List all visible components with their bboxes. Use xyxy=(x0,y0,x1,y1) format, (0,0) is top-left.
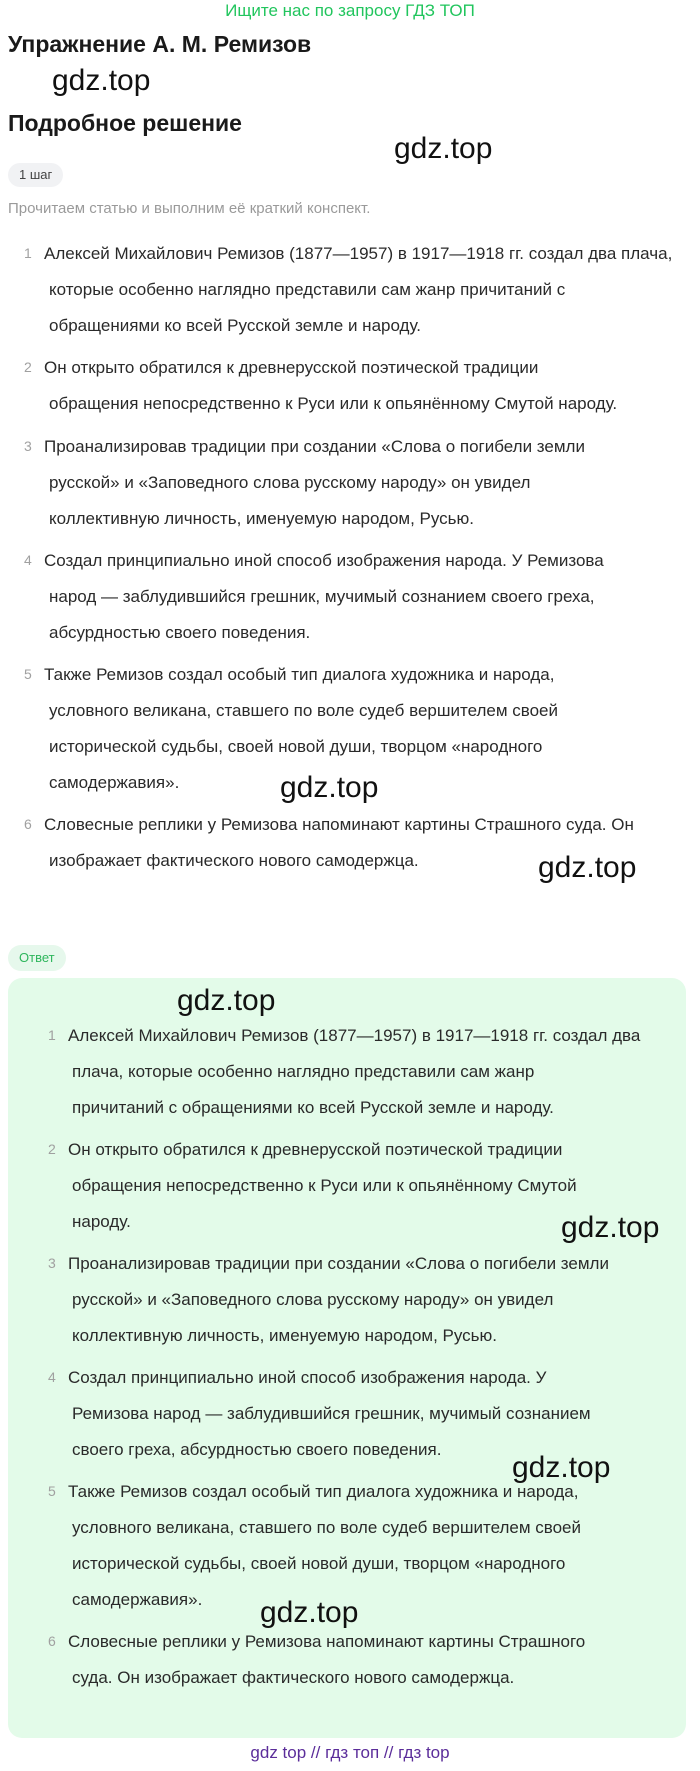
watermark: gdz.top xyxy=(538,851,637,884)
item-number: 3 xyxy=(48,1255,56,1271)
item-text-line: причитаний с обращениями ко всей Русской земле и народу. xyxy=(72,1098,554,1117)
section-title: Подробное решение xyxy=(8,110,242,136)
answer-badge: Ответ xyxy=(8,945,66,971)
item-text-line: исторической судьбы, своей новой души, творцом «народного xyxy=(49,737,543,756)
item-text-line: абсурдностью своего поведения. xyxy=(49,623,311,642)
item-text-line: Он открыто обратился к древнерусской поэтической традиции xyxy=(68,1140,563,1159)
item-text-line: самодержавия». xyxy=(49,773,180,792)
item-text-line: Проанализировав традиции при создании «Слова о погибели земли xyxy=(44,437,585,456)
item-text-line: народу. xyxy=(72,1212,131,1231)
item-text-line: Проанализировав традиции при создании «Слова о погибели земли xyxy=(68,1254,609,1273)
item-text-line: обращения непосредственно к Руси или к опьянённому Смутой xyxy=(72,1176,577,1195)
item-text-line: коллективную личность, именуемую народом, Русью. xyxy=(72,1326,498,1345)
item-text-line: Ремизова народ — заблудившийся грешник, мучимый сознанием xyxy=(72,1404,591,1423)
item-text-line: Алексей Михайлович Ремизов (1877—1957) в 1917—1918 гг. создал два плача, xyxy=(44,244,673,263)
item-text-line: Также Ремизов создал особый тип диалога художника и народа, xyxy=(68,1482,579,1501)
search-banner: Ищите нас по запросу ГДЗ ТОП xyxy=(225,1,475,20)
item-text-line: своего греха, абсурдностью своего поведения. xyxy=(72,1440,442,1459)
item-text-line: условного великана, ставшего по воле судеб вершителем своей xyxy=(49,701,559,720)
watermark: gdz.top xyxy=(512,1451,611,1484)
watermark: gdz.top xyxy=(280,771,379,804)
item-text-line: русской» и «Заповедного слова русскому народу» он увидел xyxy=(49,473,531,492)
item-text-line: Он открыто обратился к древнерусской поэтической традиции xyxy=(44,358,539,377)
item-text-line: Словесные реплики у Ремизова напоминают картины Страшного xyxy=(68,1632,586,1651)
item-text-line: самодержавия». xyxy=(72,1590,203,1609)
watermark: gdz.top xyxy=(52,64,151,97)
item-number: 1 xyxy=(48,1027,56,1043)
item-text-line: Создал принципиально иной способ изображения народа. У xyxy=(68,1368,547,1387)
item-number: 6 xyxy=(24,816,32,832)
item-number: 5 xyxy=(24,666,32,682)
item-number: 4 xyxy=(24,552,32,568)
item-text-line: Создал принципиально иной способ изображения народа. У Ремизова xyxy=(44,551,604,570)
item-number: 1 xyxy=(24,245,32,261)
step-badge: 1 шаг xyxy=(8,163,63,187)
item-text-line: изображает фактического нового самодержца. xyxy=(49,851,419,870)
item-text-line: Словесные реплики у Ремизова напоминают картины Страшного суда. Он xyxy=(44,815,634,834)
item-number: 3 xyxy=(24,438,32,454)
item-number: 4 xyxy=(48,1369,56,1385)
item-number: 6 xyxy=(48,1633,56,1649)
item-text-line: исторической судьбы, своей новой души, творцом «народного xyxy=(72,1554,566,1573)
footer-links: gdz top // гдз топ // гдз top xyxy=(250,1743,450,1762)
item-text-line: Алексей Михайлович Ремизов (1877—1957) в 1917—1918 гг. создал два xyxy=(68,1026,641,1045)
watermark: gdz.top xyxy=(394,132,493,165)
item-text-line: суда. Он изображает фактического нового самодержца. xyxy=(72,1668,515,1687)
item-text-line: народ — заблудившийся грешник, мучимый сознанием своего греха, xyxy=(49,587,595,606)
item-text-line: коллективную личность, именуемую народом, Русью. xyxy=(49,509,475,528)
item-number: 2 xyxy=(24,359,32,375)
page-title: Упражнение А. М. Ремизов xyxy=(8,31,312,57)
hint-text: Прочитаем статью и выполним её краткий конспект. xyxy=(8,200,371,217)
item-text-line: обращениями ко всей Русской земле и народу. xyxy=(49,316,421,335)
item-text-line: условного великана, ставшего по воле судеб вершителем своей xyxy=(72,1518,582,1537)
item-number: 5 xyxy=(48,1483,56,1499)
item-text-line: плача, которые особенно наглядно представили сам жанр xyxy=(72,1062,535,1081)
item-number: 2 xyxy=(48,1141,56,1157)
item-text-line: которые особенно наглядно представили сам жанр причитаний с xyxy=(49,280,566,299)
item-text-line: обращения непосредственно к Руси или к опьянённому Смутой народу. xyxy=(49,394,618,413)
item-text-line: Также Ремизов создал особый тип диалога художника и народа, xyxy=(44,665,555,684)
watermark: gdz.top xyxy=(561,1211,660,1244)
watermark: gdz.top xyxy=(177,984,276,1017)
item-text-line: русской» и «Заповедного слова русскому народу» он увидел xyxy=(72,1290,554,1309)
watermark: gdz.top xyxy=(260,1596,359,1629)
